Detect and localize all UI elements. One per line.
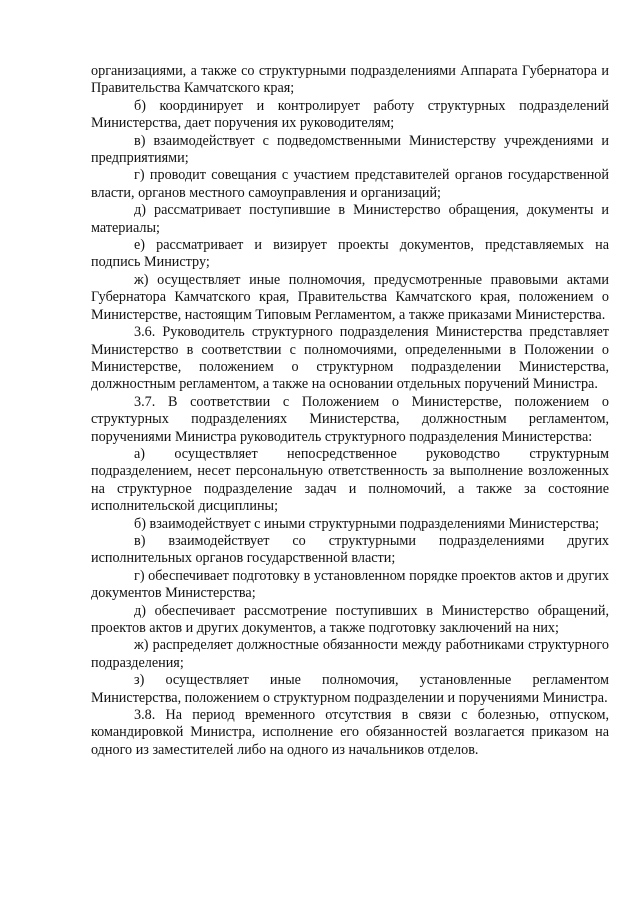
paragraph-3-7: 3.7. В соответствии с Положением о Министерстве, положением о структурных подразделениях Министерства, должностным регламентом, поручениями Министра руководитель структурного подразделения Министерства:: [91, 393, 609, 445]
paragraph-3-7-zh: ж) распределяет должностные обязанности между работниками структурного подразделения;: [91, 637, 609, 671]
paragraph-3-5-g: г) проводит совещания с участием представителей органов государственной власти, органов местного самоуправления и организаций;: [91, 167, 609, 201]
paragraph-3-7-z: з) осуществляет иные полномочия, установленные регламентом Министерства, положением о структурном подразделении и поручениями Министра.: [91, 672, 609, 706]
paragraph-3-7-a: а) осуществляет непосредственное руководство структурным подразделением, несет персональную ответственность за выполнение возложенных на структурное подразделение задач и полномочий, а также за состояние исполнительской дисциплины;: [91, 445, 609, 515]
paragraph-3-7-b: б) взаимодействует с иными структурными подразделениями Министерства;: [134, 515, 600, 532]
paragraph-3-6: 3.6. Руководитель структурного подразделения Министерства представляет Министерство в соответствии с полномочиями, определенными в Положении о Министерстве, положением о структурном подразделении Министерства, должностным регламентом, а также на основании отдельных поручений Министра.: [91, 324, 609, 393]
paragraph-3-5-e: е) рассматривает и визирует проекты документов, представляемых на подпись Министру;: [91, 237, 609, 271]
paragraph-3-7-v: в) взаимодействует со структурными подразделениями других исполнительных органов государственной власти;: [91, 532, 609, 567]
paragraph-3-5-b: б) координирует и контролирует работу структурных подразделений Министерства, дает поручения их руководителям;: [91, 97, 609, 132]
paragraph-3-7-d: д) обеспечивает рассмотрение поступивших в Министерство обращений, проектов актов и других документов, а также подготовку заключений на них;: [91, 602, 609, 636]
paragraph-3-5-d: д) рассматривает поступившие в Министерство обращения, документы и материалы;: [91, 202, 609, 236]
paragraph-3-7-g: г) обеспечивает подготовку в установленном порядке проектов актов и других документов Министерства;: [91, 567, 609, 602]
document-page: [91, 63, 609, 759]
paragraph-3-5-v: в) взаимодействует с подведомственными Министерству учреждениями и предприятиями;: [91, 132, 609, 167]
paragraph-3-5-zh: ж) осуществляет иные полномочия, предусмотренные правовыми актами Губернатора Камчатского края, Правительства Камчатского края, положением о Министерстве, настоящим Типовым Регламентом, а также приказами Министерства.: [91, 271, 609, 323]
paragraph-continuation: организациями, а также со структурными подразделениями Аппарата Губернатора и Правительства Камчатского края;: [91, 63, 609, 97]
paragraph-3-8: 3.8. На период временного отсутствия в связи с болезнью, отпуском, командировкой Министра, исполнение его обязанностей возлагается приказом на одного из заместителей либо на одного из начальников отделов.: [91, 707, 609, 758]
